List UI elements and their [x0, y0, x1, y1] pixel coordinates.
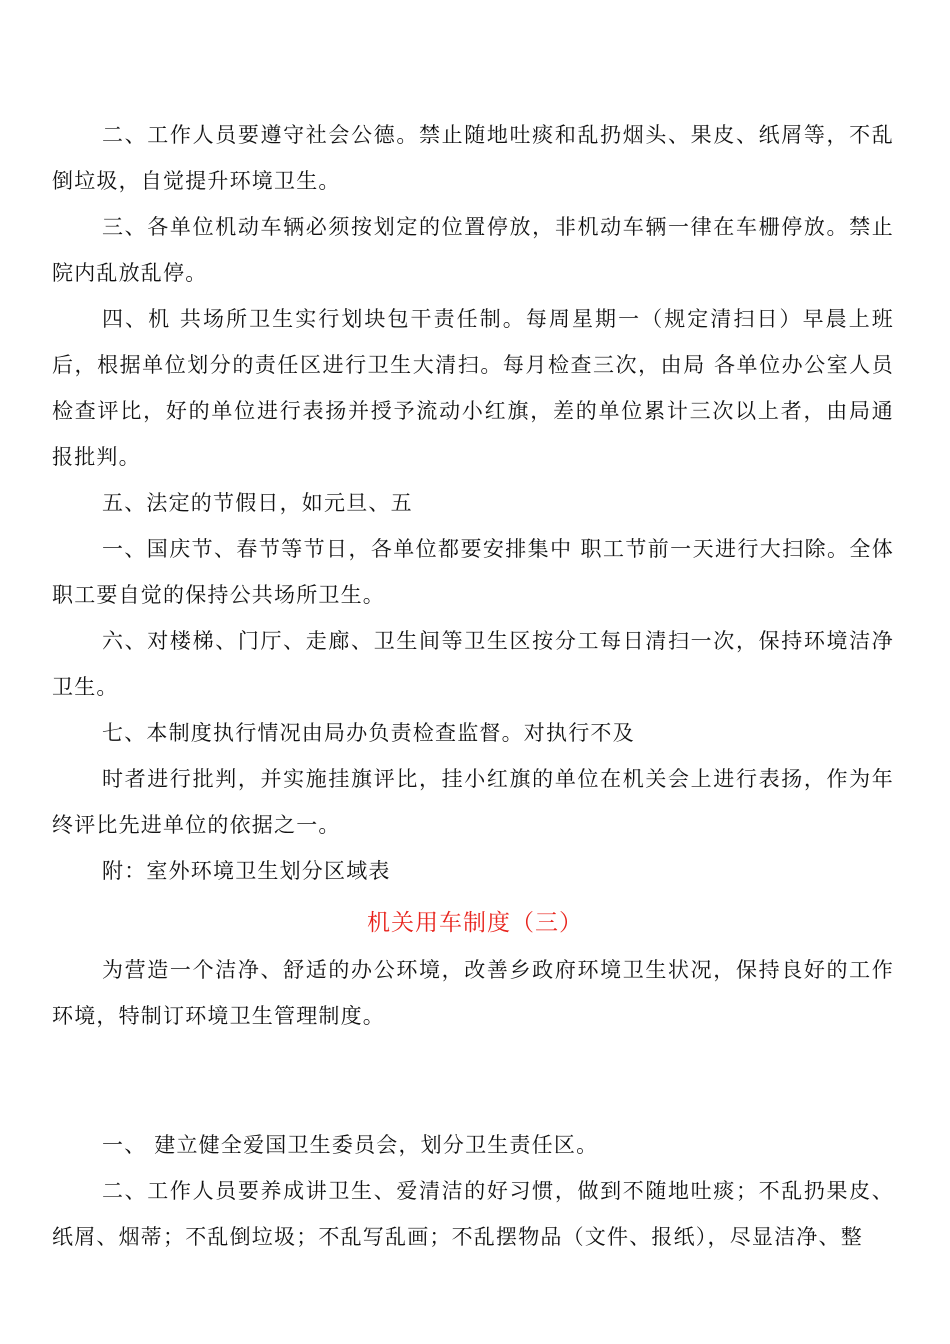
- section-title: 机关用车制度（三）: [367, 910, 583, 936]
- paragraph-attachment: 附：室外环境卫生划分区域表: [102, 859, 391, 883]
- paragraph-health-committee: 一、 建立健全爱国卫生委员会，划分卫生责任区。: [102, 1133, 599, 1157]
- paragraph-holidays: 五、法定的节假日，如元旦、五: [102, 491, 413, 515]
- paragraph-supervision: 七、本制度执行情况由局办负责检查监督。对执行不及: [102, 721, 635, 745]
- paragraph-vehicle-parking: 三、各单位机动车辆必须按划定的位置停放，非机动车辆一律在车栅停放。禁止院内乱放乱停。: [52, 215, 894, 285]
- paragraph-intro: 为营造一个洁净、舒适的办公环境，改善乡政府环境卫生状况，保持良好的工作环境，特制订环境卫生管理制度。: [52, 958, 894, 1028]
- paragraph-daily-cleaning: 六、对楼梯、门厅、走廊、卫生间等卫生区按分工每日清扫一次，保持环境洁净卫生。: [52, 629, 894, 699]
- paragraph-public-morality: 二、工作人员要遵守社会公德。禁止随地吐痰和乱扔烟头、果皮、纸屑等，不乱倒垃圾，自觉提升环境卫生。: [52, 123, 894, 193]
- paragraph-evaluation: 时者进行批判，并实施挂旗评比，挂小红旗的单位在机关会上进行表扬，作为年终评比先进单位的依据之一。: [52, 767, 894, 837]
- paragraph-holiday-cleaning: 一、国庆节、春节等节日，各单位都要安排集中 职工节前一天进行大扫除。全体职工要自觉的保持公共场所卫生。: [52, 537, 894, 607]
- paragraph-cleaning-responsibility: 四、机 共场所卫生实行划块包干责任制。每周星期一（规定清扫日）早晨上班后，根据单位划分的责任区进行卫生大清扫。每月检查三次，由局 各单位办公室人员检查评比，好的单位进行表扬并授予流动小红旗，差的单位累计三次以上者，由局通报批判。: [52, 307, 894, 469]
- paragraph-hygiene-habits: 二、工作人员要养成讲卫生、爱清洁的好习惯，做到不随地吐痰；不乱扔果皮、纸屑、烟蒂；不乱倒垃圾；不乱写乱画；不乱摆物品（文件、报纸），尽显洁净、整: [52, 1179, 894, 1249]
